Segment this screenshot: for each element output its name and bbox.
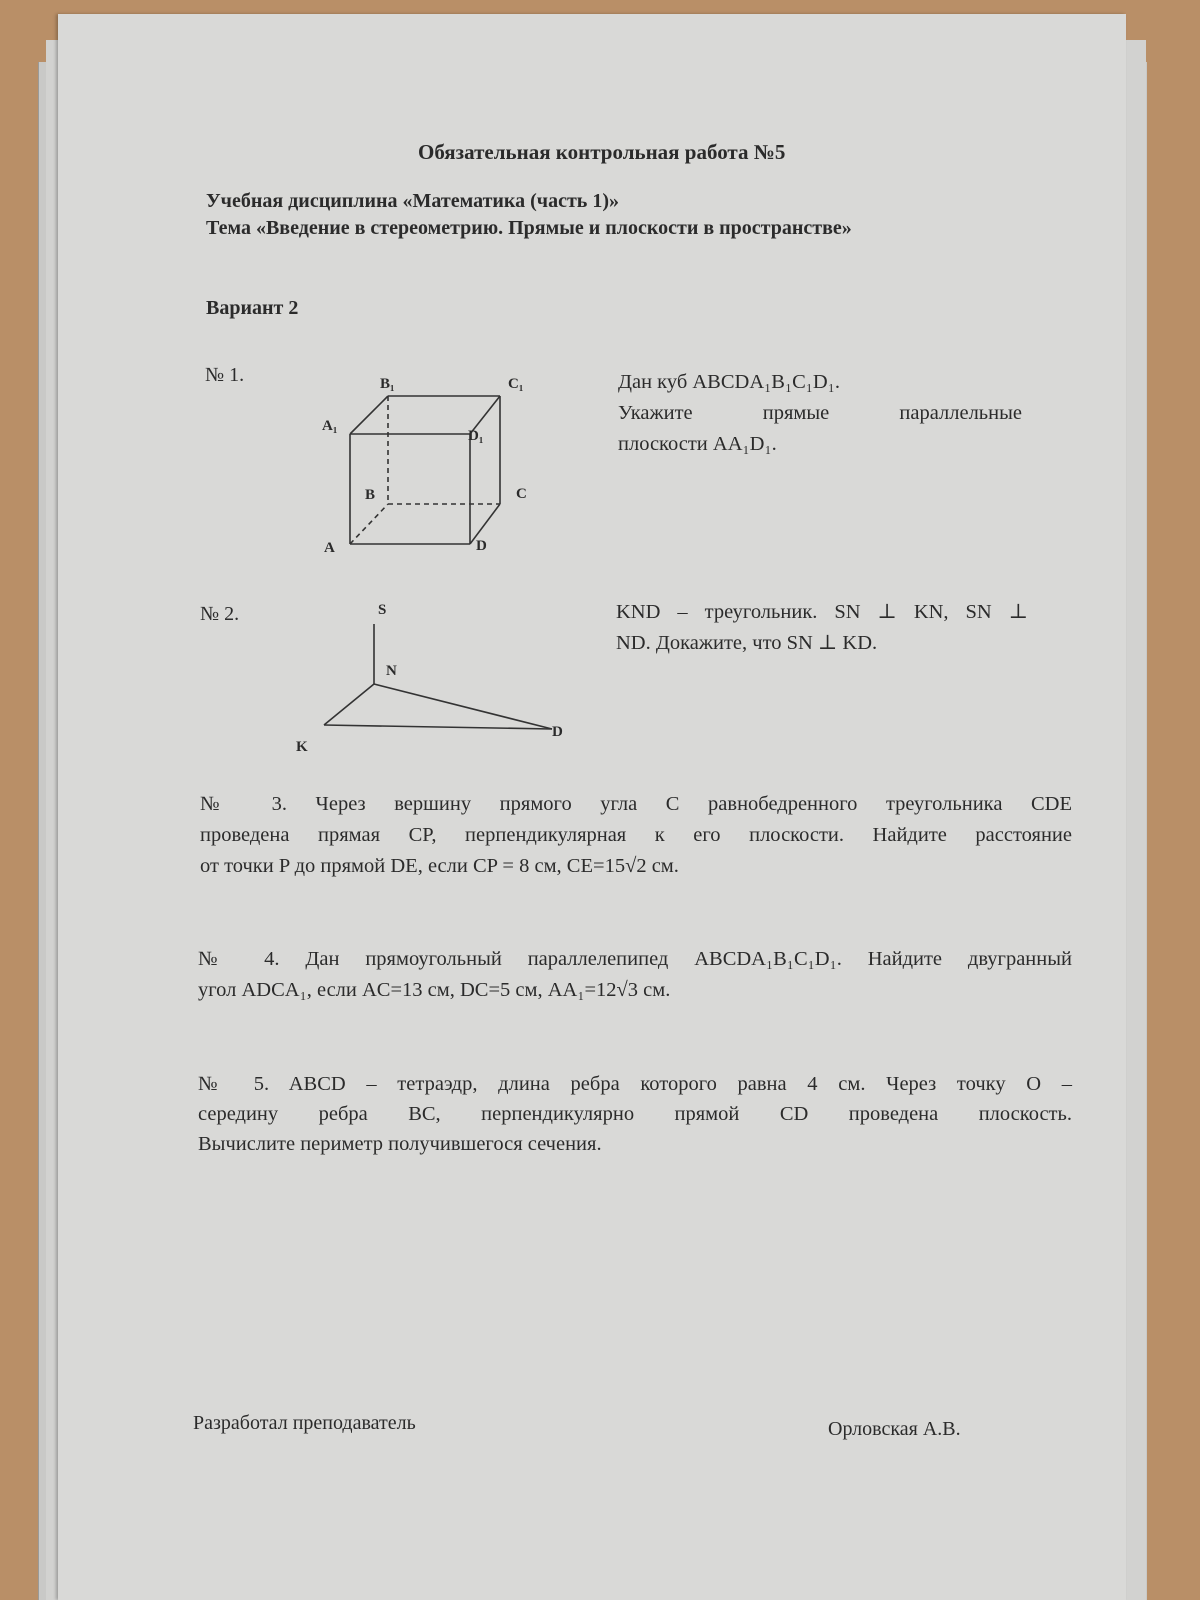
task2-number: № 2.: [200, 603, 240, 625]
triangle-label-n: N: [386, 663, 397, 679]
task1-line-3: плоскости AA₁D₁.: [618, 433, 777, 455]
task3-line-1: № 3. Через вершину прямого угла C равнобедренного треугольника CDE: [200, 793, 1072, 815]
cube-label-d1: D₁: [468, 428, 484, 444]
topic-line: Тема «Введение в стереометрию. Прямые и плоскости в пространстве»: [206, 217, 852, 239]
task3-text: [200, 789, 1072, 882]
discipline-line: Учебная дисциплина «Математика (часть 1)»: [206, 190, 620, 212]
triangle-label-s: S: [378, 602, 387, 618]
triangle-figure: [286, 592, 586, 762]
cube-label-a: A: [324, 540, 335, 556]
cube-label-b1: B₁: [380, 376, 395, 392]
task3-line-2: проведена прямая CP, перпендикулярная к его плоскости. Найдите расстояние: [200, 824, 1072, 846]
cube-label-a1: A₁: [322, 418, 338, 434]
task2-line-2: ND. Докажите, что SN ⊥ KD.: [616, 632, 878, 654]
task1-text: [618, 367, 1022, 460]
developer-label: Разработал преподаватель: [193, 1412, 416, 1434]
task4-line-1: № 4. Дан прямоугольный параллелепипед ABCDA₁B₁C₁D₁. Найдите двугранный: [198, 948, 1072, 970]
cube-label-b: B: [365, 487, 376, 503]
task1-number: № 1.: [205, 364, 245, 386]
task1-line-1: Дан куб ABCDA₁B₁C₁D₁.: [618, 371, 841, 393]
task2-line-1: KND – треугольник. SN ⊥ KN, SN ⊥: [616, 601, 1028, 623]
task5-line-2: середину ребра BC, перпендикулярно прямой CD проведена плоскость.: [198, 1103, 1072, 1125]
triangle-label-d: D: [552, 724, 563, 740]
task2-text: [616, 597, 1028, 659]
triangle-label-k: K: [296, 739, 308, 755]
exam-sheet: [58, 14, 1126, 1600]
task5-text: [198, 1069, 1072, 1159]
task4-text: [198, 944, 1072, 1006]
author-name: Орловская А.В.: [828, 1418, 961, 1440]
cube-label-d: D: [476, 538, 487, 554]
task3-line-3: от точки P до прямой DE, если CP = 8 см, CE=15√2 см.: [200, 855, 679, 877]
task1-line-2: Укажите прямые параллельные: [618, 402, 1022, 424]
variant-label: Вариант 2: [206, 297, 299, 319]
task5-line-3: Вычислите периметр получившегося сечения.: [198, 1133, 602, 1155]
cube-figure: [318, 364, 548, 564]
cube-label-c: C: [516, 486, 527, 502]
task4-line-2: угол ADCA₁, если AC=13 см, DC=5 см, AA₁=12√3 см.: [198, 979, 671, 1001]
task5-line-1: № 5. ABCD – тетраэдр, длина ребра которого равна 4 см. Через точку O –: [198, 1073, 1072, 1095]
cube-label-c1: C₁: [508, 376, 524, 392]
page-title: Обязательная контрольная работа №5: [418, 140, 786, 164]
